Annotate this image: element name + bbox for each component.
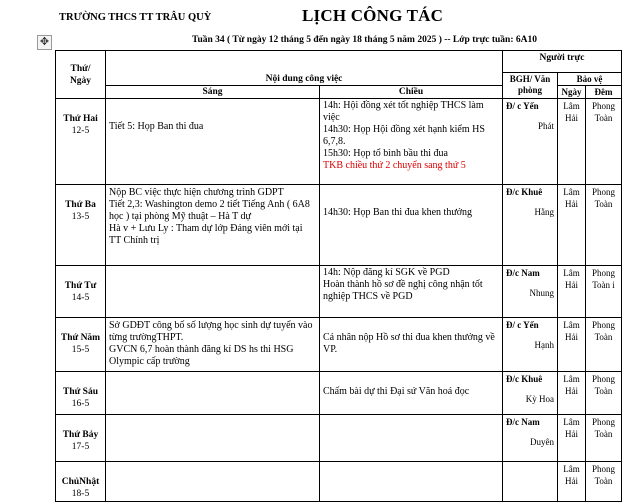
morning-task: GVCN 6,7 hoàn thành đăng kí DS hs thi HSG Olympic cấp trường (109, 344, 294, 367)
morning-task: Nộp BC việc thực hiện chương trình GDPT (109, 187, 284, 198)
afternoon-cell[interactable] (320, 462, 503, 502)
afternoon-cell[interactable] (320, 372, 503, 415)
content-header: Nội dung công việc (106, 73, 503, 86)
morning-header: Sáng (106, 86, 320, 99)
bgh-cell (503, 318, 558, 372)
morning-cell[interactable] (106, 318, 320, 372)
week-info: Tuần 34 ( Từ ngày 12 tháng 5 đến ngày 18 tháng 5 năm 2025 ) -- Lớp trực tuần: 6A10 (192, 35, 537, 45)
bgh-name: Đ/c Nam (506, 417, 540, 427)
bgh-cell (503, 415, 558, 462)
schedule-row (56, 318, 622, 372)
morning-cell[interactable] (106, 266, 320, 318)
day-date: 17-5 (71, 442, 90, 452)
morning-task: Sở GDĐT công bố số lượng học sinh dự tuyển vào từng trườngTHPT. (109, 320, 313, 343)
day-cell (56, 462, 106, 502)
afternoon-task: Chấm bài dự thi Đại sứ Văn hoá đọc (323, 386, 470, 397)
bgh-staff: Hằng (534, 207, 554, 217)
day-date: 15-5 (71, 345, 90, 355)
bgh-staff: Duyên (530, 437, 554, 447)
afternoon-note: TKB chiều thứ 2 chuyển sang thứ 5 (323, 160, 466, 171)
bgh-name: Đ/c Nam (506, 268, 540, 278)
day-cell (56, 318, 106, 372)
guard-day-cell: Lâm Hải (558, 99, 586, 185)
day-name: Thứ Bảy (62, 430, 99, 440)
on-duty-header: Người trực (503, 51, 622, 73)
morning-cell[interactable] (106, 99, 320, 185)
page-title: LỊCH CÔNG TÁC (302, 6, 444, 25)
afternoon-task: 14h: Nộp đăng kí SGK về PGD (323, 267, 450, 278)
bgh-staff: Nhung (529, 288, 554, 298)
afternoon-task: 14h30: Họp Hội đồng xét hạnh kiểm HS 6,7,8. (323, 124, 485, 147)
morning-task: Tiết 2,3: Washington demo 2 tiết Tiếng Anh ( 6A8 học ) tại phòng Mỹ thuật – Hà T dự (109, 199, 310, 222)
day-cell (56, 185, 106, 266)
guard-day-header: Ngày (558, 86, 586, 99)
bgh-staff (506, 463, 554, 471)
afternoon-cell[interactable] (320, 266, 503, 318)
day-name: Thứ Ba (65, 200, 96, 210)
day-name: Thứ Năm (60, 333, 101, 343)
schedule-row (56, 415, 622, 462)
bgh-name: Đ/ c Yến (506, 101, 539, 111)
morning-task: Hà v + Lưu Ly : Tham dự lớp Đảng viên mới tại TT Chính trị (109, 223, 303, 246)
guard-day-cell: Lâm Hải (558, 185, 586, 266)
schedule-table (55, 50, 622, 502)
bgh-staff: Hạnh (534, 340, 554, 350)
bgh-name: Đ/ c Yến (506, 320, 539, 330)
afternoon-task: 14h: Hội đồng xét tốt nghiệp THCS làm việc (323, 100, 484, 123)
day-date: 14-5 (71, 293, 90, 303)
day-cell (56, 372, 106, 415)
bgh-cell (503, 372, 558, 415)
afternoon-cell[interactable] (320, 185, 503, 266)
guard-night-cell: Phong Toàn (586, 462, 622, 502)
guard-night-cell: Phong Toàn i (586, 266, 622, 318)
guard-night-header: Đêm (586, 86, 622, 99)
morning-cell[interactable] (106, 415, 320, 462)
bgh-cell (503, 462, 558, 502)
bgh-staff: Kỳ Hoa (525, 394, 554, 404)
guard-night-cell: Phong Toàn (586, 318, 622, 372)
day-date: 13-5 (71, 212, 90, 222)
morning-cell[interactable] (106, 462, 320, 502)
bgh-cell (503, 266, 558, 318)
day-name: ChủNhật (61, 477, 100, 487)
bgh-name: Đ/c Khuê (506, 374, 543, 384)
school-name: TRƯỜNG THCS TT TRÂU QUỲ (59, 12, 212, 23)
schedule-row (56, 462, 622, 502)
day-date: 18-5 (71, 489, 90, 499)
afternoon-task: Hoàn thành hồ sơ đề nghị công nhận tốt nghiệp THCS về PGD (323, 279, 483, 302)
guard-night-cell: Phong Toàn (586, 372, 622, 415)
bgh-cell (503, 185, 558, 266)
morning-cell[interactable] (106, 372, 320, 415)
afternoon-task: Cá nhân nộp Hồ sơ thi đua khen thưởng về VP. (323, 332, 495, 355)
day-name: Thứ Hai (63, 114, 98, 124)
guard-night-cell: Phong Toàn (586, 415, 622, 462)
day-date: 16-5 (71, 399, 90, 409)
schedule-row (56, 266, 622, 318)
bgh-header: BGH/ Văn phòng (503, 73, 558, 99)
morning-task: Tiết 5: Họp Ban thi đua (109, 121, 204, 132)
afternoon-cell[interactable] (320, 415, 503, 462)
day-column-header: Thứ/ Ngày (56, 51, 106, 99)
schedule-row (56, 372, 622, 415)
afternoon-task: 15h30: Họp tổ bình bầu thi đua (323, 148, 448, 159)
guard-header: Bảo vệ (558, 73, 622, 86)
guard-day-cell: Lâm Hải (558, 415, 586, 462)
guard-day-cell: Lâm Hải (558, 462, 586, 502)
guard-day-cell: Lâm Hải (558, 318, 586, 372)
day-name: Thứ Sáu (62, 387, 98, 397)
content-header-top (106, 51, 503, 73)
afternoon-cell[interactable] (320, 318, 503, 372)
afternoon-cell[interactable] (320, 99, 503, 185)
day-cell (56, 415, 106, 462)
day-date: 12-5 (71, 126, 90, 136)
morning-cell[interactable] (106, 185, 320, 266)
afternoon-header: Chiều (320, 86, 503, 99)
bgh-cell (503, 99, 558, 185)
bgh-staff: Phát (537, 121, 554, 131)
guard-day-cell: Lâm Hải (558, 266, 586, 318)
schedule-row (56, 99, 622, 185)
afternoon-task: 14h30: Họp Ban thi đua khen thưởng (323, 207, 473, 218)
day-cell (56, 266, 106, 318)
guard-day-cell: Lâm Hải (558, 372, 586, 415)
guard-night-cell: Phong Toàn (586, 99, 622, 185)
schedule-row (56, 185, 622, 266)
day-cell (56, 99, 106, 185)
guard-night-cell: Phong Toàn (586, 185, 622, 266)
move-icon[interactable]: ✥ (37, 35, 52, 50)
bgh-name: Đ/c Khuê (506, 187, 543, 197)
day-name: Thứ Tư (64, 281, 97, 291)
